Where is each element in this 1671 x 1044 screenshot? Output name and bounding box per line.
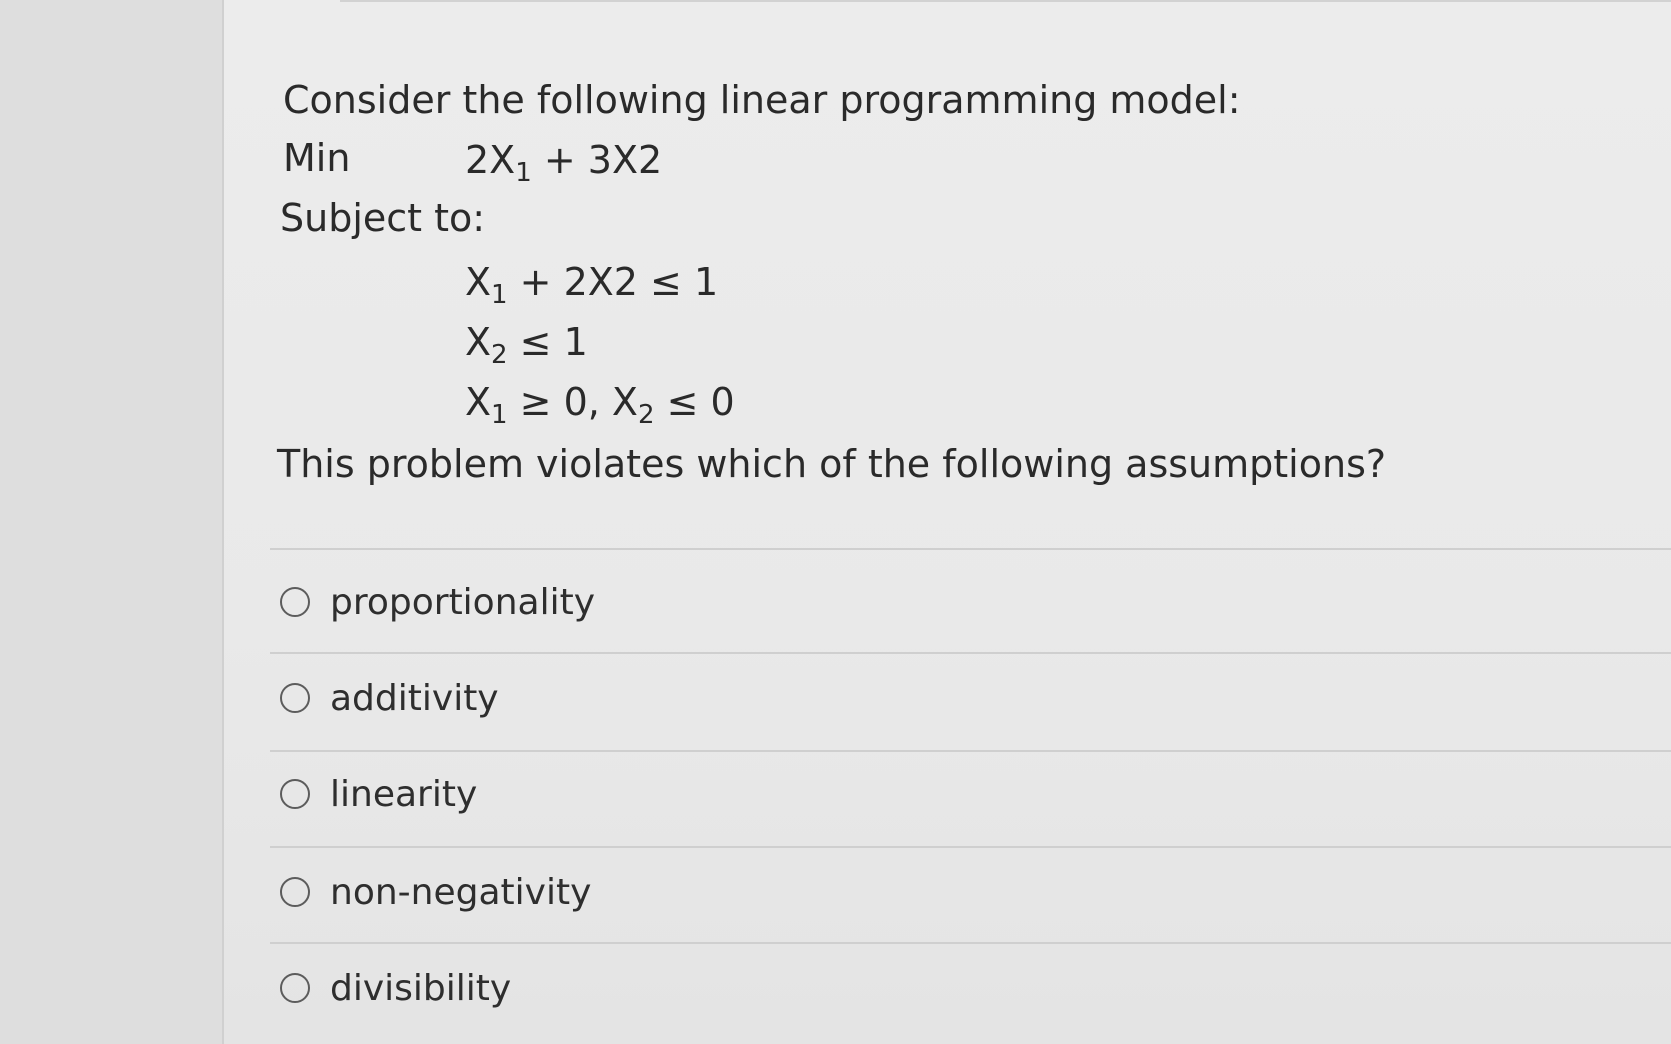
option-label: divisibility — [330, 967, 512, 1009]
constraint-3-rest: ≤ 0 — [654, 380, 735, 424]
option-label: linearity — [330, 773, 478, 815]
option-divisibility[interactable] — [280, 958, 511, 1018]
radio-button[interactable] — [280, 587, 310, 617]
constraint-3-subscript-2: 2 — [637, 400, 655, 430]
radio-button[interactable] — [280, 973, 310, 1003]
constraint-3-subscript-1: 1 — [491, 400, 508, 430]
constraint-2-var: X — [465, 320, 492, 364]
option-linearity[interactable] — [280, 764, 477, 824]
constraint-2-subscript: 2 — [491, 340, 508, 370]
option-additivity[interactable] — [280, 668, 499, 728]
divider — [270, 750, 1671, 752]
divider — [270, 548, 1671, 550]
constraint-2-rest: ≤ 1 — [507, 320, 588, 364]
constraint-3-var-1: X — [465, 380, 492, 424]
objective-subscript-1: 1 — [515, 158, 532, 188]
divider — [270, 652, 1671, 654]
option-label: non-negativity — [330, 871, 592, 913]
option-label: additivity — [330, 677, 499, 719]
constraint-2 — [465, 320, 588, 370]
constraint-1-var: X — [465, 260, 492, 304]
constraint-3-middle: ≥ 0, X — [507, 380, 638, 424]
radio-button[interactable] — [280, 877, 310, 907]
constraint-1 — [465, 260, 719, 310]
constraint-3 — [465, 380, 735, 430]
subject-to-label: Subject to: — [280, 196, 486, 240]
option-proportionality[interactable] — [280, 572, 595, 632]
objective-min-label: Min — [283, 136, 351, 180]
question-prompt: This problem violates which of the following assumptions? — [277, 442, 1387, 486]
radio-button[interactable] — [280, 779, 310, 809]
constraint-1-subscript: 1 — [491, 280, 508, 310]
constraint-1-rest: + 2X2 ≤ 1 — [507, 260, 719, 304]
divider — [270, 846, 1671, 848]
left-gutter — [0, 0, 224, 1044]
objective-function — [465, 138, 663, 188]
radio-button[interactable] — [280, 683, 310, 713]
question-intro: Consider the following linear programming model: — [283, 78, 1241, 122]
option-label: proportionality — [330, 581, 596, 623]
top-divider — [340, 0, 1671, 2]
option-non-negativity[interactable] — [280, 862, 591, 922]
objective-term-rest: + 3X2 — [531, 138, 663, 182]
objective-term-1: 2X — [465, 138, 516, 182]
divider — [270, 942, 1671, 944]
